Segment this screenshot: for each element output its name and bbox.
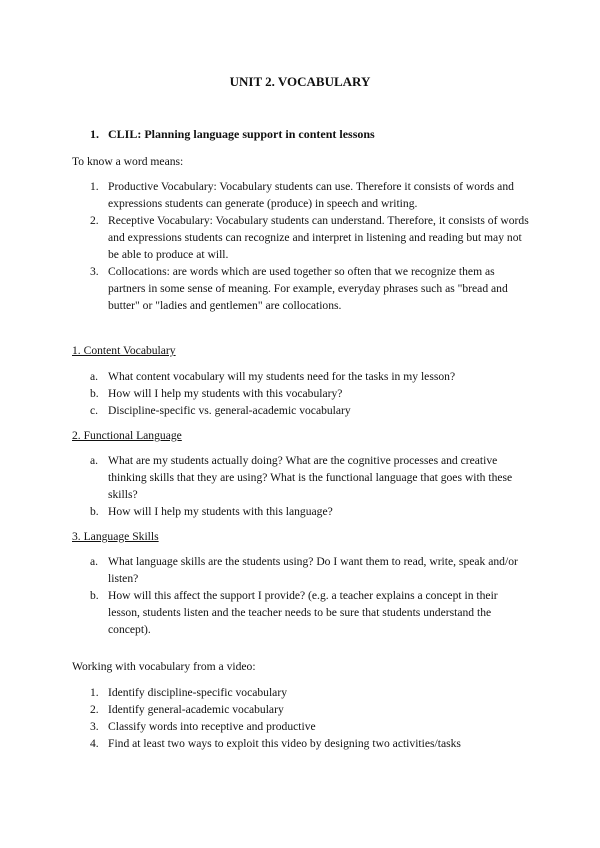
list-item-text: What language skills are the students using? Do I want them to read, write, speak and/or listen? — [108, 555, 518, 585]
section-heading — [72, 126, 532, 143]
list-item-text: Find at least two ways to exploit this video by designing two activities/tasks — [108, 737, 461, 750]
language-skills-section — [72, 528, 532, 545]
list-marker: a. — [90, 454, 99, 467]
list-marker: b. — [90, 387, 99, 400]
list-item — [72, 368, 532, 385]
list-item — [72, 684, 532, 701]
section-number: 1. — [90, 127, 99, 141]
list-item — [72, 385, 532, 402]
list-marker: a. — [90, 555, 99, 568]
list-item-text: Discipline-specific vs. general-academic vocabulary — [108, 404, 351, 417]
list-item — [72, 735, 532, 752]
section-heading-text: CLIL: Planning language support in content lessons — [108, 127, 375, 141]
list-marker: 3. — [90, 720, 99, 733]
list-marker: a. — [90, 370, 99, 383]
list-item — [72, 263, 532, 314]
functional-language-heading: 2. Functional Language — [72, 429, 182, 442]
list-item — [72, 452, 532, 503]
list-item — [72, 503, 532, 520]
list-marker: 2. — [90, 703, 99, 716]
intro-text: To know a word means: — [72, 155, 184, 168]
list-marker: b. — [90, 589, 99, 602]
list-item-text: Collocations: are words which are used together so often that we recognize them as partners in some sense of meaning. For example, everyday phrases such as "bread and butter" or "ladies and gentlemen" are collocations. — [108, 265, 508, 312]
list-marker: 1. — [90, 686, 99, 699]
content-vocabulary-heading: 1. Content Vocabulary — [72, 344, 176, 357]
language-skills-heading: 3. Language Skills — [72, 530, 159, 543]
list-item-text: How will this affect the support I provide? (e.g. a teacher explains a concept in their lesson, students listen and the teacher needs to be sure that students understand the concept). — [108, 589, 498, 636]
intro-paragraph — [72, 153, 532, 170]
list-marker: c. — [90, 404, 99, 417]
language-skills-list — [72, 553, 532, 638]
video-task-list — [72, 684, 532, 752]
list-item-text: How will I help my students with this language? — [108, 505, 333, 518]
list-item-text: Receptive Vocabulary: Vocabulary students can understand. Therefore, it consists of words and expressions students can recognize and interpret in listening and reading but may not be able to produce at will. — [108, 214, 529, 261]
video-intro-text: Working with vocabulary from a video: — [72, 660, 256, 673]
list-item-text: Identify general-academic vocabulary — [108, 703, 284, 716]
video-intro-paragraph — [72, 658, 532, 675]
content-vocabulary-list — [72, 368, 532, 419]
word-meaning-list — [72, 178, 532, 314]
list-item — [72, 701, 532, 718]
list-item-text: What content vocabulary will my students need for the tasks in my lesson? — [108, 370, 456, 383]
list-marker: b. — [90, 505, 99, 518]
functional-language-list — [72, 452, 532, 520]
list-marker: 3. — [90, 265, 99, 278]
list-item — [72, 178, 532, 212]
list-item — [72, 718, 532, 735]
list-marker: 2. — [90, 214, 99, 227]
list-item — [72, 553, 532, 587]
page-title: UNIT 2. VOCABULARY — [229, 74, 371, 89]
list-item — [72, 587, 532, 638]
list-item — [72, 212, 532, 263]
functional-language-section — [72, 427, 532, 444]
list-item-text: Classify words into receptive and productive — [108, 720, 316, 733]
list-marker: 4. — [90, 737, 99, 750]
list-item-text: Identify discipline-specific vocabulary — [108, 686, 287, 699]
list-item — [72, 402, 532, 419]
content-vocabulary-section — [72, 342, 532, 359]
list-item-text: How will I help my students with this vocabulary? — [108, 387, 343, 400]
list-item-text: Productive Vocabulary: Vocabulary students can use. Therefore it consists of words and expressions students can generate (produce) in speech and writing. — [108, 180, 514, 210]
list-item-text: What are my students actually doing? What are the cognitive processes and creative thinking skills that they are using? What is the functional language that goes with these skills? — [108, 454, 513, 501]
list-marker: 1. — [90, 180, 99, 193]
